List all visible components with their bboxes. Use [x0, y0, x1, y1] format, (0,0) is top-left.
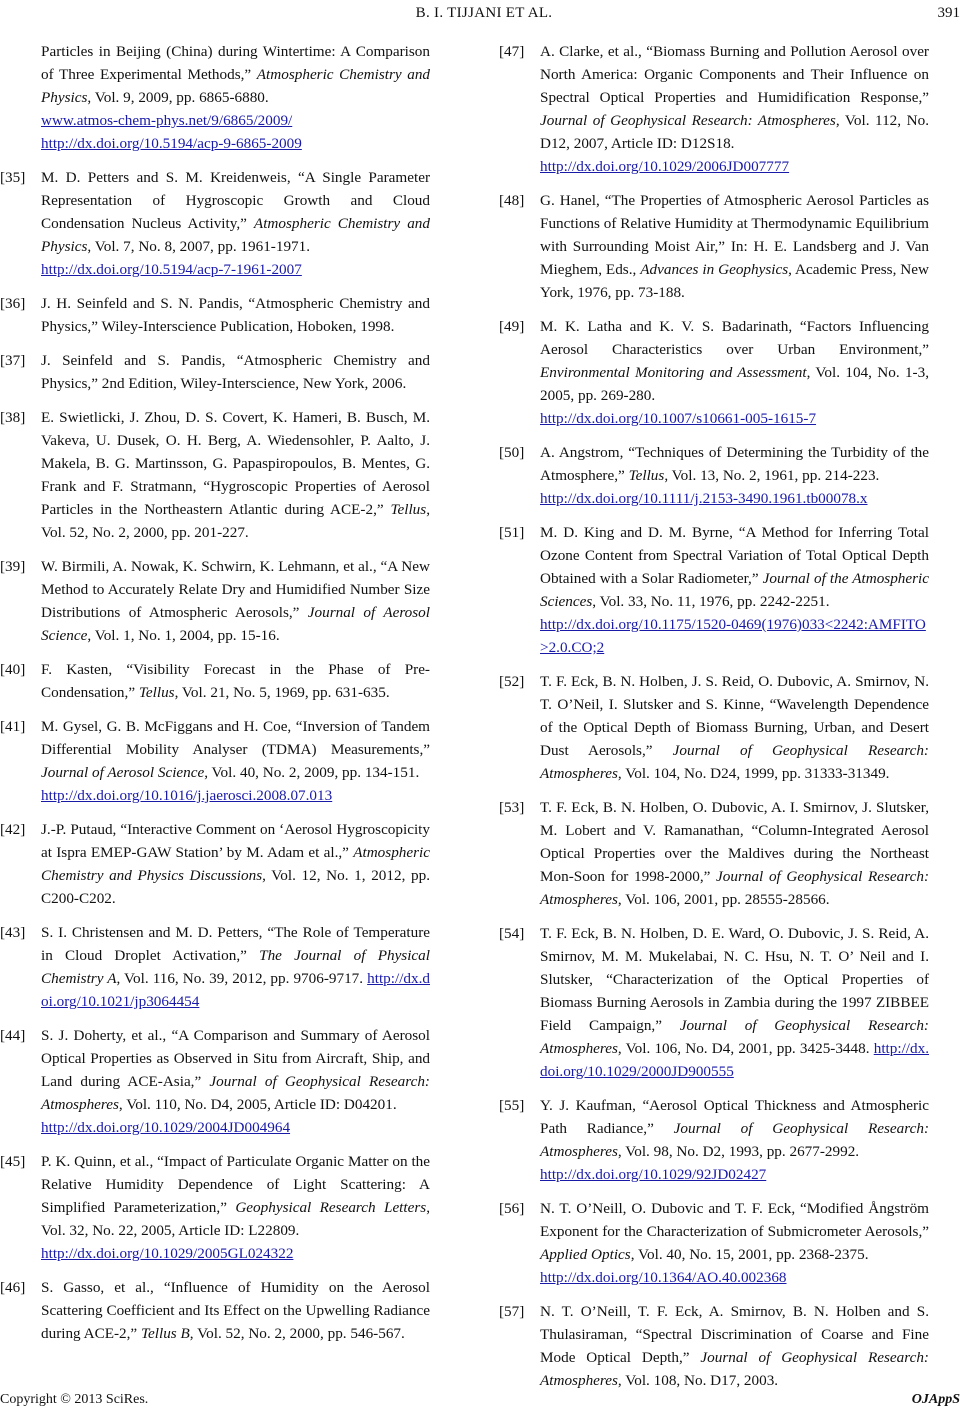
reference-details: , Vol. 104, No. D24, 1999, pp. 31333-31349.: [617, 765, 890, 782]
reference-text: T. F. Eck, B. N. Holben, J. S. Reid, O. Dubovic, A. Smirnov, N. T. O’Neil, I. Slutsker and S. Kinne, “Wavelength Dependence of the Optical Depth of Biomass Burning, Urban, and Desert Dust Aerosols,”: [540, 673, 929, 759]
reference-item: [0, 1276, 430, 1345]
reference-journal: Tellus: [390, 501, 427, 518]
reference-details: , Vol. 1, No. 1, 2004, pp. 15-16.: [87, 627, 280, 644]
reference-text: F. Kasten, “Visibility Forecast in the Phase of Pre-Condensation,”: [41, 661, 430, 701]
reference-details: , Academic Press, New York, 1976, pp. 73-188.: [540, 261, 929, 301]
right-reference-list: [499, 40, 929, 1392]
page-header: [0, 0, 968, 36]
reference-details: , Vol. 52, No. 2, 2000, pp. 201-227.: [41, 501, 430, 541]
reference-text: W. Birmili, A. Nowak, K. Schwirn, K. Lehmann, et al., “A New Method to Accurately Relate Dry and Humidified Number Size Distributions of Atmospheric Aerosols,”: [41, 558, 430, 621]
reference-item: [499, 315, 929, 430]
reference-item: [499, 670, 929, 785]
reference-body: [41, 1276, 430, 1345]
reference-doi-link[interactable]: http://dx.doi.org/10.1364/AO.40.002368: [540, 1269, 787, 1286]
reference-number: [41]: [0, 718, 26, 735]
reference-item: [499, 922, 929, 1083]
reference-text: G. Hanel, “The Properties of Atmospheric Aerosol Particles as Functions of Relative Humidity at Thermodynamic Equilibrium with Surrounding Moist Air,” In: H. E. Landsberg and J. Van Mieghem, Eds.,: [540, 192, 929, 278]
reference-doi-link[interactable]: http://dx.doi.org/10.1029/2000JD900555: [540, 1040, 929, 1080]
reference-journal: Journal of Geophysical Research: Atmospheres: [540, 868, 929, 908]
reference-journal: Journal of the Atmospheric Sciences: [540, 570, 930, 610]
reference-item: [499, 1094, 929, 1186]
reference-item: [499, 1300, 929, 1392]
reference-details: , Vol. 7, No. 8, 2007, pp. 1961-1971.: [87, 238, 311, 255]
reference-text: T. F. Eck, B. N. Holben, D. E. Ward, O. Dubovic, J. S. Reid, A. Smirnov, M. M. Mukelabai, N. C. Hsu, N. T. O’ Neil and I. Slutsker, “Characterization of the Optical Properties of Biomass Burning Aerosols in Zambia during the 1997 ZIBBEE Field Campaign,”: [540, 925, 929, 1034]
reference-item: [499, 1197, 929, 1289]
reference-body: [540, 1094, 929, 1186]
reference-details: , Vol. 12, No. 1, 2012, pp. C200-C202.: [41, 867, 430, 907]
reference-body: [540, 1197, 929, 1289]
reference-body: [41, 555, 430, 647]
reference-item: [499, 796, 929, 911]
reference-body: [540, 315, 929, 430]
reference-details: , Vol. 52, No. 2, 2000, pp. 546-567.: [189, 1325, 405, 1342]
reference-details: , Vol. 110, No. D4, 2005, Article ID: D04201.: [118, 1096, 397, 1113]
reference-doi-link[interactable]: http://dx.doi.org/10.1029/2005GL024322: [41, 1245, 294, 1262]
reference-item: [0, 292, 430, 338]
reference-doi-link[interactable]: http://dx.doi.org/10.1111/j.2153-3490.1961.tb00078.x: [540, 490, 868, 507]
reference-journal: Journal of Geophysical Research: Atmospheres: [540, 1120, 929, 1160]
reference-body: [540, 521, 929, 659]
reference-details: , Vol. 33, No. 11, 1976, pp. 2242-2251.: [592, 593, 830, 610]
reference-details: , Vol. 106, 2001, pp. 28555-28566.: [617, 891, 830, 908]
reference-number: [51]: [499, 524, 525, 541]
reference-number: [49]: [499, 318, 525, 335]
reference-details: , Vol. 21, No. 5, 1969, pp. 631-635.: [174, 684, 390, 701]
reference-number: [40]: [0, 661, 26, 678]
reference-doi-link[interactable]: http://dx.doi.org/10.1029/2004JD004964: [41, 1119, 291, 1136]
reference-text: M. K. Latha and K. V. S. Badarinath, “Factors Influencing Aerosol Characteristics over Urban Environment,”: [540, 318, 929, 358]
reference-text: M. Gysel, G. B. McFiggans and H. Coe, “Inversion of Tandem Differential Mobility Analyser (TDMA) Measurements,”: [41, 718, 430, 758]
reference-body: [41, 166, 430, 281]
reference-body: [540, 1300, 929, 1392]
reference-item: [0, 715, 430, 807]
reference-number: [48]: [499, 192, 525, 209]
reference-journal: Tellus B: [140, 1325, 190, 1342]
reference-journal: The Journal of Physical Chemistry A: [41, 947, 430, 987]
reference-journal: Environmental Monitoring and Assessment: [540, 364, 807, 381]
reference-item: [499, 441, 929, 510]
reference-item: [0, 921, 430, 1013]
reference-body: [540, 441, 929, 510]
reference-journal: Journal of Geophysical Research: Atmospheres: [540, 742, 929, 782]
page-number: 391: [937, 5, 960, 21]
reference-item: [0, 555, 430, 647]
reference-number: [37]: [0, 352, 26, 369]
continuation-link-2[interactable]: http://dx.doi.org/10.5194/acp-9-6865-2009: [41, 135, 302, 152]
reference-number: [56]: [499, 1200, 525, 1217]
reference-doi-link[interactable]: http://dx.doi.org/10.1016/j.jaerosci.2008.07.013: [41, 787, 333, 804]
left-column: [0, 40, 430, 1356]
continuation-journal: Atmospheric Chemistry and Physics: [41, 66, 431, 106]
reference-item: [0, 349, 430, 395]
reference-journal: Advances in Geophysics: [640, 261, 789, 278]
reference-body: [540, 189, 929, 304]
right-column: [499, 40, 929, 1403]
reference-journal: Journal of Geophysical Research: Atmospheres: [540, 1017, 929, 1057]
running-title: B. I. TIJJANI ET AL.: [415, 5, 553, 21]
reference-item: [0, 1150, 430, 1265]
reference-item: [499, 40, 929, 178]
reference-doi-link[interactable]: http://dx.doi.org/10.1175/1520-0469(1976)033<2242:AMFITO>2.0.CO;2: [540, 616, 926, 656]
reference-doi-link[interactable]: http://dx.doi.org/10.1029/92JD02427: [540, 1166, 767, 1183]
reference-body: [41, 406, 430, 544]
reference-journal: Tellus: [138, 684, 175, 701]
reference-body: [41, 349, 430, 395]
reference-doi-link[interactable]: http://dx.doi.org/10.1021/jp3064454: [41, 970, 430, 1010]
reference-journal: Journal of Geophysical Research: Atmospheres: [41, 1073, 430, 1113]
reference-doi-link[interactable]: http://dx.doi.org/10.1029/2006JD007777: [540, 158, 790, 175]
reference-body: [41, 658, 430, 704]
reference-body: [41, 1024, 430, 1139]
continuation-link-1[interactable]: www.atmos-chem-phys.net/9/6865/2009/: [41, 112, 293, 129]
reference-item: [499, 189, 929, 304]
reference-number: [35]: [0, 169, 26, 186]
reference-details: , Vol. 112, No. D12, 2007, Article ID: D12S18.: [540, 112, 929, 152]
reference-journal: Journal of Geophysical Research: Atmospheres: [540, 1349, 929, 1389]
reference-journal: Journal of Aerosol Science: [41, 764, 205, 781]
reference-details: , Vol. 106, No. D4, 2001, pp. 3425-3448.: [617, 1040, 874, 1057]
reference-text: Y. J. Kaufman, “Aerosol Optical Thickness and Atmospheric Path Radiance,”: [540, 1097, 929, 1137]
reference-details: , Vol. 108, No. D17, 2003.: [617, 1372, 779, 1389]
reference-number: [52]: [499, 673, 525, 690]
reference-number: [42]: [0, 821, 26, 838]
reference-number: [36]: [0, 295, 26, 312]
reference-journal: Applied Optics: [540, 1246, 631, 1263]
reference-text: S. Gasso, et al., “Influence of Humidity on the Aerosol Scattering Coefficient and Its Effect on the Upwelling Radiance during ACE-2,”: [41, 1279, 430, 1342]
reference-number: [53]: [499, 799, 525, 816]
reference-journal: Atmospheric Chemistry and Physics Discussions: [41, 844, 430, 884]
reference-body: [540, 670, 929, 785]
reference-text: M. D. Petters and S. M. Kreidenweis, “A Single Parameter Representation of Hygroscopic Growth and Cloud Condensation Nucleus Activity,”: [41, 169, 430, 232]
reference-body: [41, 1150, 430, 1265]
reference-details: , Vol. 40, No. 2, 2009, pp. 134-151.: [204, 764, 420, 781]
reference-number: [39]: [0, 558, 26, 575]
reference-text: M. D. King and D. M. Byrne, “A Method for Inferring Total Ozone Content from Spectral Variation of Total Optical Depth Obtained with a Solar Radiometer,”: [540, 524, 929, 587]
reference-body: [41, 921, 430, 1013]
reference-text: S. J. Doherty, et al., “A Comparison and Summary of Aerosol Optical Properties as Observed in Situ from Aircraft, Ship, and Land during ACE-Asia,”: [41, 1027, 430, 1090]
reference-text: T. F. Eck, B. N. Holben, O. Dubovic, A. I. Smirnov, J. Slutsker, M. Lobert and V. Ramanathan, “Column-Integrated Aerosol Optical Properties over the Maldives during the Northeast Mon-Soon for 1998-2000,”: [540, 799, 929, 885]
reference-text: A. Clarke, et al., “Biomass Burning and Pollution Aerosol over North America: Organic Components and Their Influence on Spectral Optical Properties and Humidification Response,”: [540, 43, 929, 106]
reference-item: [0, 658, 430, 704]
reference-number: [44]: [0, 1027, 26, 1044]
reference-item: [0, 406, 430, 544]
reference-number: [47]: [499, 43, 525, 60]
reference-details: , Vol. 116, No. 39, 2012, pp. 9706-9717.: [116, 970, 368, 987]
reference-details: , Vol. 32, No. 22, 2005, Article ID: L22809.: [41, 1199, 430, 1239]
reference-body: [540, 922, 929, 1083]
reference-continuation: [0, 40, 430, 155]
reference-details: , Vol. 98, No. D2, 1993, pp. 2677-2992.: [617, 1143, 860, 1160]
reference-journal: Journal of Aerosol Science: [41, 604, 430, 644]
reference-text: P. K. Quinn, et al., “Impact of Particulate Organic Matter on the Relative Humidity Dependence of Light Scattering: A Simplified Parameterization,”: [41, 1153, 430, 1216]
reference-number: [50]: [499, 444, 525, 461]
copyright-notice: Copyright © 2013 SciRes.: [0, 1392, 149, 1407]
reference-doi-link[interactable]: http://dx.doi.org/10.5194/acp-7-1961-2007: [41, 261, 302, 278]
reference-number: [57]: [499, 1303, 525, 1320]
reference-number: [38]: [0, 409, 26, 426]
reference-details: , Vol. 104, No. 1-3, 2005, pp. 269-280.: [540, 364, 929, 404]
continuation-text: Particles in Beijing (China) during Wintertime: A Comparison of Three Experimental Methods,”: [41, 43, 430, 83]
left-reference-list: [0, 166, 430, 1345]
reference-journal: Journal of Geophysical Research: Atmospheres: [540, 112, 836, 129]
reference-doi-link[interactable]: http://dx.doi.org/10.1007/s10661-005-1615-7: [540, 410, 817, 427]
reference-item: [0, 818, 430, 910]
reference-item: [0, 1024, 430, 1139]
reference-journal: Tellus: [628, 467, 665, 484]
reference-text: E. Swietlicki, J. Zhou, D. S. Covert, K. Hameri, B. Busch, M. Vakeva, U. Dusek, O. H. Berg, A. Wiedensohler, P. Aalto, J. Makela, B. G. Martinsson, G. Papaspiropoulos, B. Mentes, G. Frank and F. Stratmann, “Hygroscopic Properties of Aerosol Particles in the Northeastern Atlantic during ACE-2,”: [41, 409, 430, 518]
reference-body: [41, 818, 430, 910]
reference-body: [540, 40, 929, 178]
reference-number: [54]: [499, 925, 525, 942]
reference-text: A. Angstrom, “Techniques of Determining the Turbidity of the Atmosphere,”: [540, 444, 929, 484]
reference-journal: Atmospheric Chemistry and Physics: [41, 215, 430, 255]
continuation-tail: , Vol. 9, 2009, pp. 6865-6880.: [87, 89, 269, 106]
reference-body: [41, 292, 430, 338]
reference-journal: Geophysical Research Letters: [235, 1199, 427, 1216]
reference-text: J. H. Seinfeld and S. N. Pandis, “Atmospheric Chemistry and Physics,” Wiley-Interscience Publication, Hoboken, 1998.: [41, 295, 430, 335]
reference-text: N. T. O’Neill, T. F. Eck, A. Smirnov, B. N. Holben and S. Thulasiraman, “Spectral Discrimination of Coarse and Fine Mode Optical Depth,”: [540, 1303, 929, 1366]
reference-body: [41, 715, 430, 807]
reference-number: [45]: [0, 1153, 26, 1170]
reference-details: , Vol. 40, No. 15, 2001, pp. 2368-2375.: [630, 1246, 869, 1263]
reference-item: [0, 166, 430, 281]
reference-item: [499, 521, 929, 659]
journal-abbrev: OJAppS: [911, 1392, 960, 1407]
reference-text: N. T. O’Neill, O. Dubovic and T. F. Eck, “Modified Ångström Exponent for the Characterization of Submicrometer Aerosols,”: [540, 1200, 929, 1240]
reference-text: J. Seinfeld and S. Pandis, “Atmospheric Chemistry and Physics,” 2nd Edition, Wiley-Interscience, New York, 2006.: [41, 352, 430, 392]
reference-body: [540, 796, 929, 911]
reference-details: , Vol. 13, No. 2, 1961, pp. 214-223.: [664, 467, 880, 484]
reference-text: J.-P. Putaud, “Interactive Comment on ‘Aerosol Hygroscopicity at Ispra EMEP-GAW Station’ by M. Adam et al.,”: [41, 821, 430, 861]
reference-number: [43]: [0, 924, 26, 941]
reference-number: [55]: [499, 1097, 525, 1114]
reference-text: S. I. Christensen and M. D. Petters, “The Role of Temperature in Cloud Droplet Activation,”: [41, 924, 430, 964]
reference-number: [46]: [0, 1279, 26, 1296]
